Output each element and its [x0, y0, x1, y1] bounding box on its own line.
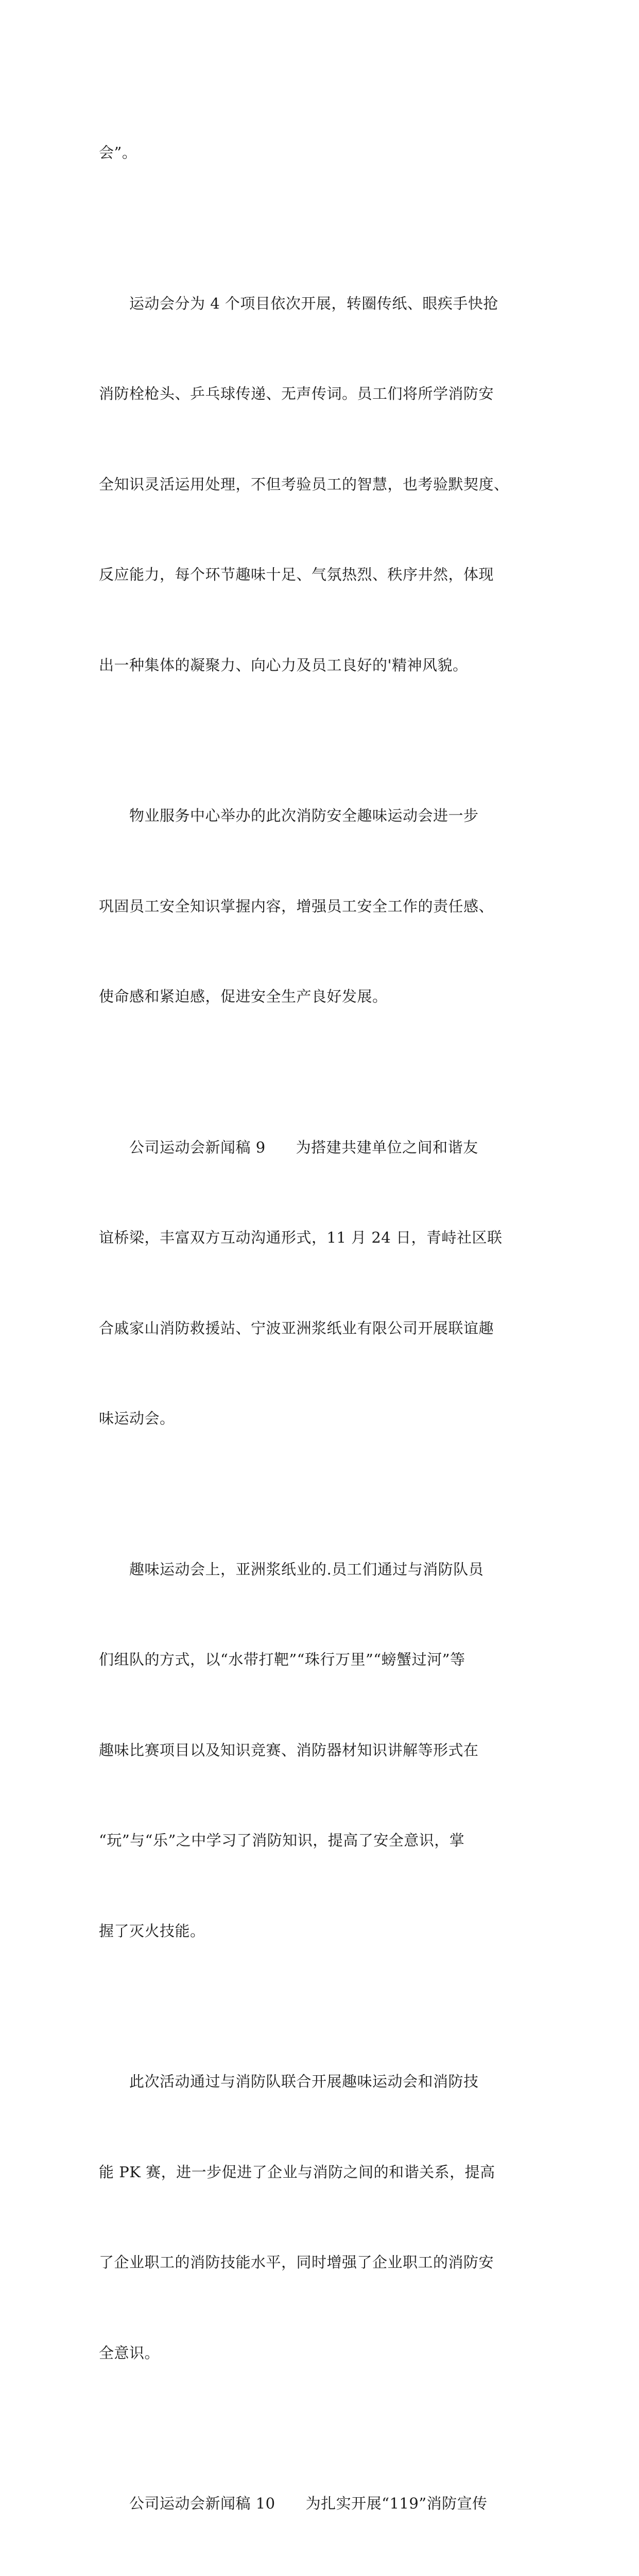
text-line: 会”。 — [99, 144, 137, 161]
text-line: 趣味运动会上，亚洲浆纸业的.员工们通过与消防队员 — [99, 1560, 484, 1578]
text-line: 全知识灵活运用处理，不但考验员工的智慧，也考验默契度、 — [99, 475, 509, 493]
text-line: 了企业职工的消防技能水平，同时增强了企业职工的消防安 — [99, 2253, 494, 2271]
text-line: 公司运动会新闻稿 9 为搭建共建单位之间和谐友 — [99, 1138, 478, 1156]
text-line: 此次活动通过与消防队联合开展趣味运动会和消防技 — [99, 2073, 479, 2090]
paragraph-4 — [99, 1072, 547, 1494]
text-line: 物业服务中心举办的此次消防安全趣味运动会进一步 — [99, 807, 479, 824]
paragraph-7 — [99, 2428, 547, 2576]
text-line: 味运动会。 — [99, 1410, 175, 1427]
text-line: 合戚家山消防救援站、宁波亚洲浆纸业有限公司开展联谊趣 — [99, 1319, 494, 1337]
text-line: 趣味比赛项目以及知识竞赛、消防器材知识讲解等形式在 — [99, 1741, 479, 1759]
paragraph-6 — [99, 2006, 547, 2428]
text-line: 能 PK 赛，进一步促进了企业与消防之间的和谐关系，提高 — [99, 2163, 495, 2181]
text-line: 反应能力，每个环节趣味十足、气氛热烈、秩序井然，体现 — [99, 566, 494, 583]
text-line: 谊桥梁，丰富双方互动沟通形式，11 月 24 日，青峙社区联 — [99, 1229, 503, 1246]
paragraph-3 — [99, 740, 547, 1072]
text-line: 公司运动会新闻稿 10 为扎实开展“119”消防宣传 — [99, 2495, 488, 2512]
text-line: 巩固员工安全知识掌握内容，增强员工安全工作的责任感、 — [99, 897, 494, 915]
document-body — [99, 77, 547, 2576]
text-line: 使命感和紧迫感，促进安全生产良好发展。 — [99, 988, 388, 1005]
text-line: “玩”与“乐”之中学习了消防知识，提高了安全意识，掌 — [99, 1832, 465, 1849]
text-line: 运动会分为 4 个项目依次开展，转圈传纸、眼疾手快抢 — [99, 294, 498, 312]
text-line: 消防栓枪头、乒乓球传递、无声传词。员工们将所学消防安 — [99, 385, 494, 402]
text-line: 出一种集体的凝聚力、向心力及员工良好的'精神风貌。 — [99, 656, 468, 674]
text-line: 握了灭火技能。 — [99, 1922, 205, 1940]
text-line: 们组队的方式，以“水带打靶”“珠行万里”“螃蟹过河”等 — [99, 1651, 465, 1668]
text-line: 全意识。 — [99, 2344, 160, 2362]
paragraph-1 — [99, 77, 547, 228]
paragraph-2 — [99, 228, 547, 741]
paragraph-5 — [99, 1494, 547, 2007]
